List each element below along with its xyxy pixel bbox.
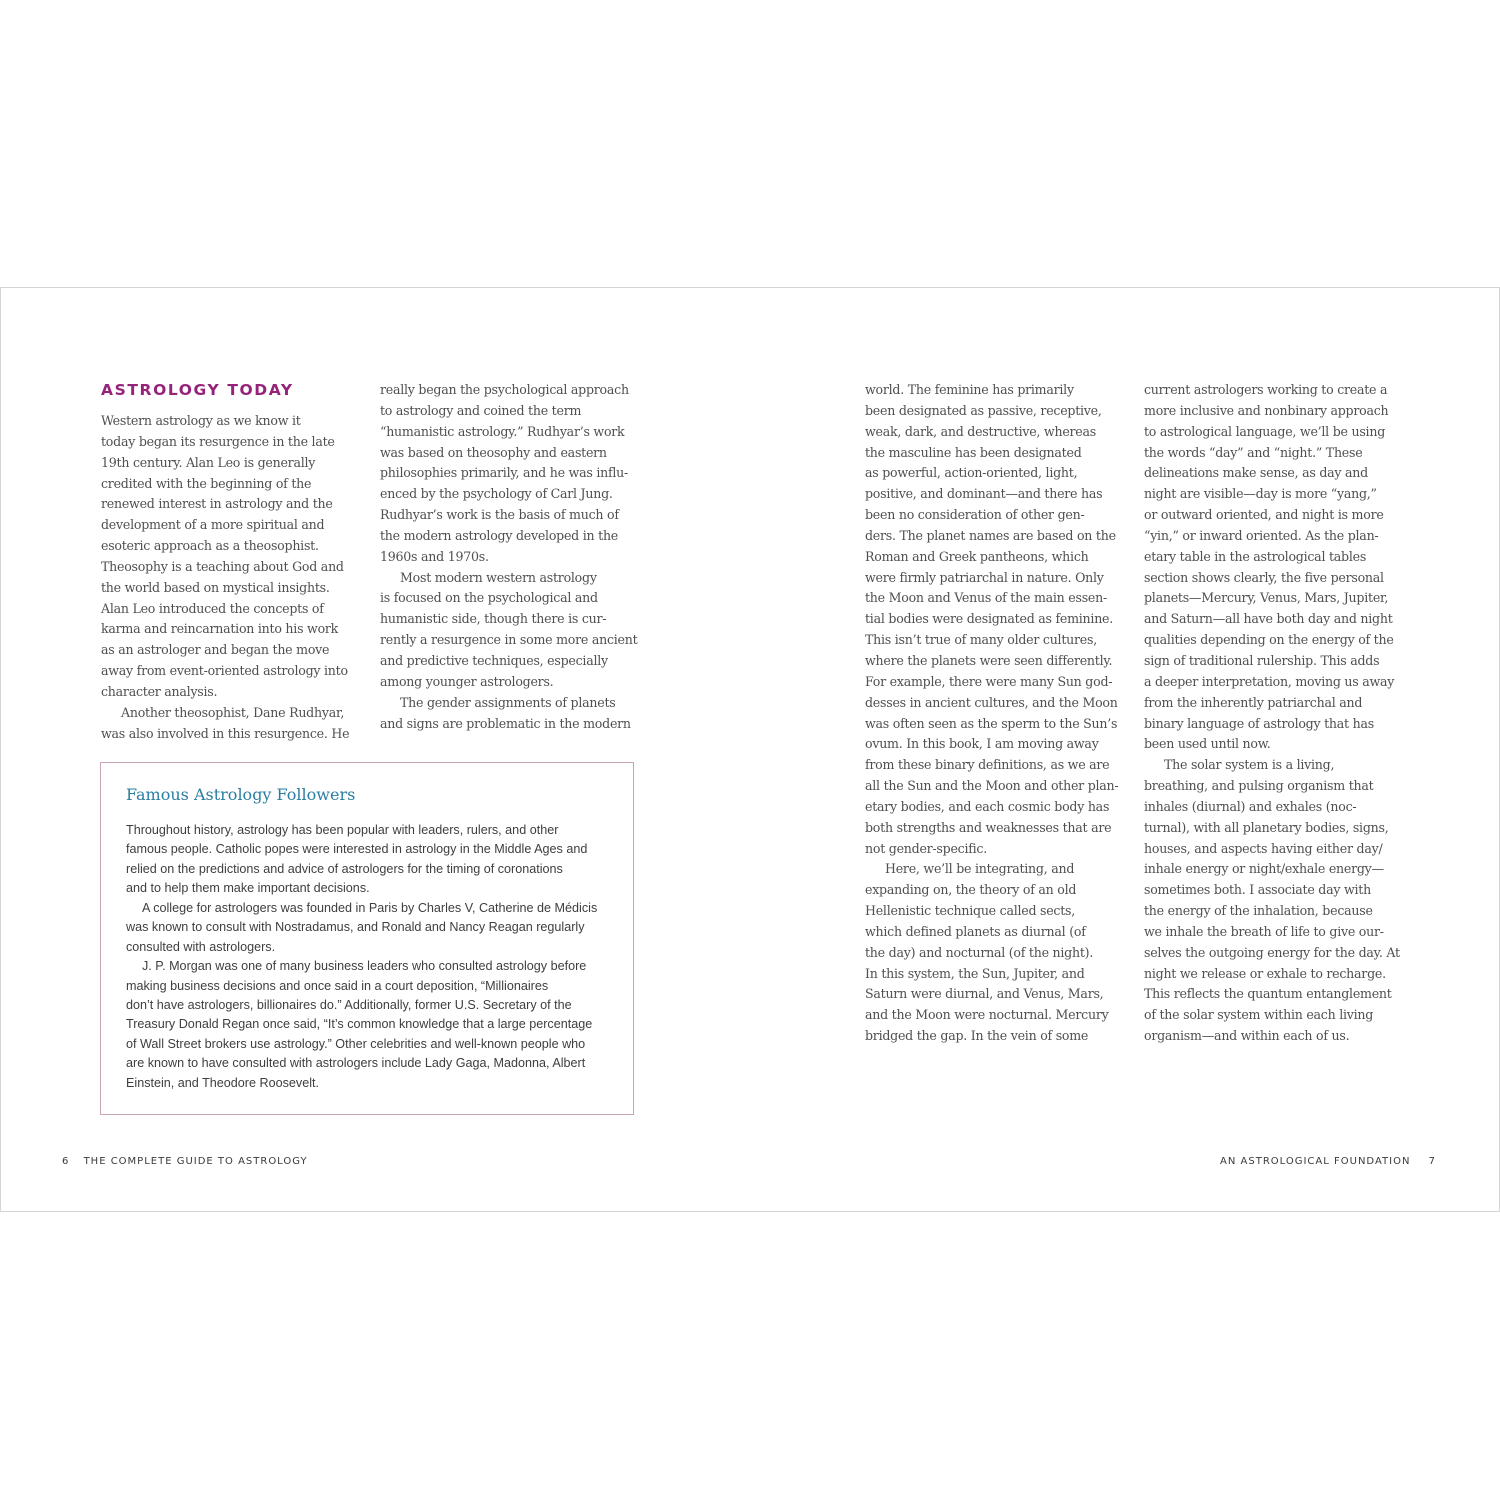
body-line: credited with the beginning of the	[101, 475, 312, 491]
body-line: tial bodies were designated as feminine.	[865, 611, 1114, 627]
sidebar-line: and to help them make important decisions.	[126, 881, 370, 896]
body-line: ders. The planet names are based on the	[865, 527, 1116, 543]
body-line: not gender-specific.	[865, 840, 987, 856]
body-line: to astrological language, we’ll be using	[1144, 423, 1386, 439]
body-line: esoteric approach as a theosophist.	[101, 538, 319, 554]
body-line: the energy of the inhalation, because	[1144, 903, 1373, 919]
body-line: qualities depending on the energy of the	[1144, 632, 1394, 648]
page-number-left: 6	[62, 1156, 70, 1167]
sidebar-line: of Wall Street brokers use astrology.” Other celebrities and well-known people who	[126, 1036, 586, 1051]
folio-left	[62, 1155, 308, 1169]
running-title-left: THE COMPLETE GUIDE TO ASTROLOGY	[83, 1156, 308, 1167]
body-line: ovum. In this book, I am moving away	[865, 736, 1099, 752]
body-line: night are visible—day is more “yang,”	[1144, 486, 1377, 502]
sidebar-title: Famous Astrology Followers	[126, 785, 356, 804]
body-line: Here, we’ll be integrating, and	[885, 861, 1075, 877]
body-line: 1960s and 1970s.	[380, 548, 489, 564]
body-line: the modern astrology developed in the	[380, 527, 619, 543]
body-line: sometimes both. I associate day with	[1144, 882, 1371, 898]
sidebar-line: was known to consult with Nostradamus, and Ronald and Nancy Reagan regularly	[126, 920, 585, 935]
body-line: This isn’t true of many older cultures,	[865, 632, 1097, 648]
body-line: were firmly patriarchal in nature. Only	[865, 569, 1104, 585]
section-heading: ASTROLOGY TODAY	[101, 381, 294, 399]
body-line: weak, dark, and destructive, whereas	[865, 423, 1096, 439]
body-line: as an astrologer and began the move	[101, 642, 330, 658]
body-line: etary table in the astrological tables	[1144, 548, 1367, 564]
body-line: Roman and Greek pantheons, which	[865, 548, 1089, 564]
left-column-2	[380, 380, 648, 734]
sidebar-line: famous people. Catholic popes were interested in astrology in the Middle Ages and	[126, 842, 588, 857]
body-line: been designated as passive, receptive,	[865, 402, 1102, 418]
body-line: the masculine has been designated	[865, 444, 1082, 460]
body-line: and the Moon were nocturnal. Mercury	[865, 1007, 1109, 1023]
body-line: rently a resurgence in some more ancient	[380, 632, 638, 648]
body-line: world. The feminine has primarily	[865, 382, 1074, 397]
body-line: inhales (diurnal) and exhales (noc-	[1144, 798, 1357, 814]
body-line: or outward oriented, and night is more	[1144, 507, 1384, 523]
body-line: the words “day” and “night.” These	[1144, 444, 1363, 460]
body-line: philosophies primarily, and he was influ-	[380, 465, 629, 481]
body-line: today began its resurgence in the late	[101, 433, 335, 449]
body-line: karma and reincarnation into his work	[101, 621, 339, 637]
sidebar-body	[126, 821, 626, 1093]
body-line: humanistic side, though there is cur-	[380, 611, 607, 627]
body-line: renewed interest in astrology and the	[101, 496, 333, 512]
body-line: Hellenistic technique called sects,	[865, 903, 1076, 919]
body-line: which defined planets as diurnal (of	[865, 923, 1086, 939]
sidebar-line: consulted with astrologers.	[126, 939, 276, 954]
body-line: to astrology and coined the term	[380, 402, 582, 418]
body-line: from these binary definitions, as we are	[865, 757, 1110, 773]
body-line: The solar system is a living,	[1164, 757, 1335, 773]
body-line: houses, and aspects having either day/	[1144, 840, 1383, 856]
body-line: organism—and within each of us.	[1144, 1028, 1350, 1044]
body-line: Theosophy is a teaching about God and	[101, 558, 344, 574]
body-line: “humanistic astrology.” Rudhyar’s work	[380, 423, 625, 439]
left-column-1	[101, 379, 369, 745]
body-line: This reflects the quantum entanglement	[1144, 986, 1392, 1002]
body-line: the Moon and Venus of the main essen-	[865, 590, 1107, 606]
body-line: both strengths and weaknesses that are	[865, 819, 1112, 835]
body-line: section shows clearly, the five personal	[1144, 569, 1384, 585]
body-line: and Saturn—all have both day and night	[1144, 611, 1393, 627]
sidebar-line: Einstein, and Theodore Roosevelt.	[126, 1075, 319, 1090]
body-line: is focused on the psychological and	[380, 590, 598, 606]
body-line: development of a more spiritual and	[101, 517, 325, 533]
body-line: and signs are problematic in the modern	[380, 715, 631, 731]
body-line: binary language of astrology that has	[1144, 715, 1374, 731]
sidebar-line: relied on the predictions and advice of astrologers for the timing of coronations	[126, 861, 563, 876]
body-line: etary bodies, and each cosmic body has	[865, 798, 1110, 814]
body-line: Alan Leo introduced the concepts of	[101, 600, 324, 616]
body-line: the world based on mystical insights.	[101, 579, 330, 595]
body-line: Rudhyar’s work is the basis of much of	[380, 507, 619, 523]
sidebar-box	[100, 762, 634, 1115]
body-line: For example, there were many Sun god-	[865, 673, 1113, 689]
body-line: all the Sun and the Moon and other plan-	[865, 778, 1119, 794]
body-line: desses in ancient cultures, and the Moon	[865, 694, 1118, 710]
body-line: really began the psychological approach	[380, 382, 629, 397]
body-line: was also involved in this resurgence. He	[101, 725, 350, 741]
body-line: was often seen as the sperm to the Sun’s	[865, 715, 1118, 731]
body-line: current astrologers working to create a	[1144, 382, 1388, 397]
body-line: expanding on, the theory of an old	[865, 882, 1077, 898]
sidebar-line: Throughout history, astrology has been popular with leaders, rulers, and other	[126, 823, 559, 837]
body-line: The gender assignments of planets	[400, 694, 616, 710]
body-line: selves the outgoing energy for the day. At	[1144, 944, 1400, 960]
body-line: where the planets were seen differently.	[865, 652, 1113, 668]
body-line: Western astrology as we know it	[101, 413, 301, 428]
sidebar-line: J. P. Morgan was one of many business leaders who consulted astrology before	[142, 959, 587, 974]
body-line: planets—Mercury, Venus, Mars, Jupiter,	[1144, 590, 1389, 606]
page-number-right: 7	[1428, 1156, 1436, 1167]
body-line: turnal), with all planetary bodies, signs,	[1144, 819, 1389, 835]
body-line: more inclusive and nonbinary approach	[1144, 402, 1389, 418]
running-title-right: AN ASTROLOGICAL FOUNDATION	[1220, 1156, 1411, 1167]
body-line: Most modern western astrology	[400, 569, 597, 585]
body-line: character analysis.	[101, 683, 218, 699]
body-line: In this system, the Sun, Jupiter, and	[865, 965, 1085, 981]
right-column-2	[1144, 380, 1412, 1047]
body-line: positive, and dominant—and there has	[865, 486, 1103, 502]
sidebar-line: are known to have consulted with astrologers include Lady Gaga, Madonna, Albert	[126, 1056, 586, 1071]
folio-right	[1220, 1155, 1436, 1169]
body-line: Another theosophist, Dane Rudhyar,	[121, 704, 345, 720]
body-line: away from event-oriented astrology into	[101, 663, 348, 679]
body-line: delineations make sense, as day and	[1144, 465, 1368, 481]
sidebar-line: don’t have astrologers, billionaires do.” Additionally, former U.S. Secretary of the	[126, 997, 572, 1012]
body-line: was based on theosophy and eastern	[380, 444, 607, 460]
body-line: a deeper interpretation, moving us away	[1144, 673, 1395, 689]
body-line: Saturn were diurnal, and Venus, Mars,	[865, 986, 1104, 1002]
body-line: we inhale the breath of life to give our-	[1144, 923, 1384, 939]
body-line: been no consideration of other gen-	[865, 507, 1085, 523]
body-line: and predictive techniques, especially	[380, 652, 608, 668]
body-line: bridged the gap. In the vein of some	[865, 1028, 1089, 1044]
body-line: the day) and nocturnal (of the night).	[865, 944, 1094, 960]
body-line: “yin,” or inward oriented. As the plan-	[1144, 527, 1379, 543]
body-line: among younger astrologers.	[380, 673, 554, 689]
right-column-1	[865, 380, 1133, 1047]
body-line: from the inherently patriarchal and	[1144, 694, 1363, 710]
body-line: sign of traditional rulership. This adds	[1144, 652, 1380, 668]
body-line: night we release or exhale to recharge.	[1144, 965, 1386, 981]
body-line: inhale energy or night/exhale energy—	[1144, 861, 1384, 877]
body-line: been used until now.	[1144, 736, 1271, 752]
body-line: 19th century. Alan Leo is generally	[101, 454, 316, 470]
body-line: as powerful, action-oriented, light,	[865, 465, 1078, 481]
body-line: enced by the psychology of Carl Jung.	[380, 486, 613, 502]
sidebar-line: Treasury Donald Regan once said, “It’s common knowledge that a large percentage	[126, 1017, 593, 1032]
body-line: breathing, and pulsing organism that	[1144, 778, 1374, 794]
sidebar-line: A college for astrologers was founded in Paris by Charles V, Catherine de Médicis	[142, 900, 598, 915]
sidebar-line: making business decisions and once said in a court deposition, “Millionaires	[126, 978, 549, 993]
body-line: of the solar system within each living	[1144, 1007, 1374, 1023]
